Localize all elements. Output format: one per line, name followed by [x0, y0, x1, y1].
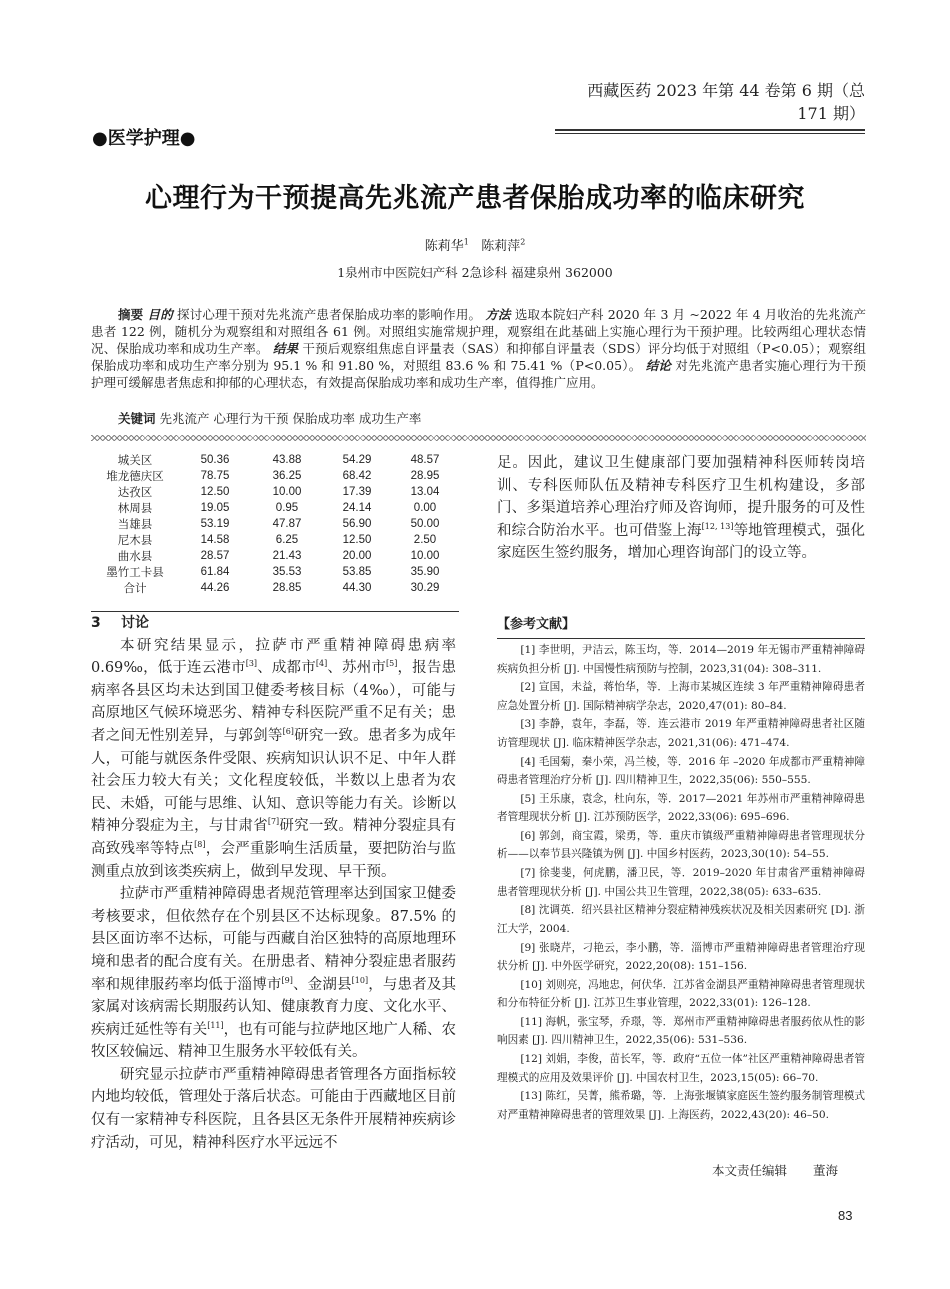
- affiliation: 1泉州市中医院妇产科 2急诊科 福建泉州 362000: [337, 265, 613, 280]
- reference-item: [11] 海帆，张宝琴，乔璟，等．郑州市严重精神障碍患者服药依从性的影响因素 [J]. 四川精神卫生，2022,35(06): 531–536.: [497, 1015, 865, 1047]
- citation: [11]: [207, 1020, 224, 1030]
- table-cell-value: 61.84: [200, 566, 230, 578]
- table-cell-value: 12.50: [342, 534, 372, 546]
- table-cell-value: 43.88: [272, 454, 302, 466]
- author-affiliation-mark: 2: [520, 237, 526, 247]
- discussion-paragraph: 拉萨市严重精神障碍患者规范管理率达到国家卫健委考核要求，但依然存在个别县区不达标现象。87.5% 的县区面访率不达标，可能与西藏自治区独特的高原地理环境和患者的配合度有关。在册患者、精神分裂症患者服药率和规律服药率均低于淄博市[9]、金湖县[10]，与患者及其家属对该病需长期服药认知、健康教育力度、文化水平、疾病迁延性等有关[11]，也有可能与拉萨地区地广人稀、农牧区较偏远、精神卫生服务水平较低有关。: [91, 886, 457, 1061]
- reference-item: [13] 陈红，吴菁，熊希璐，等．上海张堰镇家庭医生签约服务制管理模式对严重精神障碍患者的管理效果 [J]. 上海医药，2022,43(20): 46–50.: [497, 1090, 865, 1121]
- conclusion-text: 对先兆流产患者实施心理行为干预护理可缓解患者焦虑和抑郁的心理状态，有效提高保胎成功率和成功生产率，值得推广应用。: [91, 358, 866, 390]
- table-cell-value: 36.25: [272, 470, 302, 482]
- table-cell-value: 21.43: [272, 550, 302, 562]
- table-cell-value: 50.00: [410, 518, 440, 530]
- citation: [12, 13]: [701, 521, 734, 531]
- table-cell-region: 林周县: [117, 503, 153, 515]
- table-cell-value: 54.29: [342, 454, 372, 466]
- author-name: 陈莉华: [424, 239, 464, 254]
- keywords-label: 关键词: [118, 411, 156, 426]
- abstract-label: 摘要: [118, 307, 144, 322]
- reference-item: [3] 李静，袁年，李磊，等．连云港市 2019 年严重精神障碍患者社区随访管理现状 [J]. 临床精神医学杂志，2021,31(06): 471–474.: [497, 718, 865, 749]
- table-cell-value: 12.50: [200, 486, 230, 498]
- method-text: 选取本院妇产科 2020 年 3 月 ~2022 年 4 月收治的先兆流产患者 122 例，随机分为观察组和对照组各 61 例。对照组实施常规护理，观察组在此基础上实施心理行为干预护理。比较两组心理状态情况、保胎成功率和成功生产率。: [91, 307, 866, 356]
- aim-label: 目的: [147, 307, 173, 322]
- table-cell-value: 56.90: [342, 518, 372, 530]
- table-cell-value: 14.58: [200, 534, 230, 546]
- author-name: 陈莉萍: [481, 239, 521, 254]
- table-cell-value: 44.26: [200, 582, 230, 594]
- table-cell-value: 35.53: [272, 566, 302, 578]
- table-cell-value: 19.05: [200, 502, 230, 514]
- reference-item: [2] 宣国，未益，蒋怡华，等．上海市某城区连续 3 年严重精神障碍患者应急处置分析 [J]. 国际精神病学杂志，2020,47(01): 80–84.: [497, 681, 865, 712]
- table-row: [91, 516, 459, 532]
- table-cell-value: 35.90: [410, 566, 440, 578]
- editor-name: 董海: [813, 1163, 839, 1178]
- table-cell-region: 堆龙德庆区: [106, 471, 164, 483]
- citation: [3]: [245, 659, 258, 669]
- table-cell-region: 达孜区: [117, 487, 153, 499]
- aim-text: 探讨心理干预对先兆流产患者保胎成功率的影响作用。: [177, 307, 482, 322]
- left-column: [91, 612, 456, 1154]
- citation: [6]: [282, 727, 294, 737]
- table-cell-value: 44.30: [342, 582, 372, 594]
- table-cell-value: 47.87: [272, 518, 302, 530]
- table-cell-value: 28.85: [272, 582, 302, 594]
- table-cell-value: 13.04: [410, 486, 440, 498]
- table-cell-value: 10.00: [272, 486, 302, 498]
- discussion-paragraph: 本研究结果显示，拉萨市严重精神障碍患病率 0.69‰，低于连云港市[3]、成都市[4]、苏州市[5]，报告患病率各县区均未达到国卫健委考核目标（4‰），可能与高原地区气候环境恶劣、精神专科医院严重不足有关；患者之间无性别差异，与郭剑等[6]研究一致。患者多为成年人，可能与就医条件受限、疾病知识认识不足、中年人群社会压力较大有关；文化程度较低，半数以上患者为农民、未婚，可能与思维、认知、意识等能力有关。诊断以精神分裂症为主，与甘肃省[7]研究一致。精神分裂症具有高致残率等特点[8]，会严重影响生活质量，要把防治与监测重点放到该类疾病上，做到早发现、早干预。: [91, 637, 457, 880]
- table-cell-value: 0.95: [275, 502, 299, 514]
- table-total-row: [91, 580, 459, 596]
- citation: [7]: [267, 817, 280, 827]
- section-tag: ●医学护理●: [92, 128, 196, 149]
- section-title: 讨论: [121, 615, 149, 631]
- table-row: [91, 548, 459, 564]
- references-heading: 【参考文献】: [497, 613, 865, 639]
- table-cell-value: 2.50: [413, 534, 437, 546]
- citation: [5]: [386, 659, 398, 669]
- table-cell-value: 20.00: [342, 550, 372, 562]
- table-cell-region: 城关区: [117, 455, 153, 467]
- reference-item: [10] 刘则亮，冯地忠，何伏华．江苏省金湖县严重精神障碍患者管理现状和分布特征分析 [J]. 江苏卫生事业管理，2022,33(01): 126–128.: [497, 978, 865, 1010]
- table-cell-value: 10.00: [410, 550, 440, 562]
- section-heading: [91, 612, 456, 635]
- table-cell-value: 24.14: [342, 502, 372, 514]
- citation: [8]: [194, 840, 206, 850]
- abstract: [91, 306, 866, 391]
- reference-item: [5] 王乐康，袁念，杜向东，等．2017—2021 年苏州市严重精神障碍患者管理现状分析 [J]. 江苏预防医学，2022,33(06): 695–696.: [497, 792, 865, 824]
- article-title: 心理行为干预提高先兆流产患者保胎成功率的临床研究: [145, 183, 805, 214]
- table-row: [91, 500, 459, 516]
- reference-item: [7] 徐斐斐，何虎鹏，潘卫民，等．2019–2020 年甘肃省严重精神障碍患者管理现状分析 [J]. 中国公共卫生管理，2022,38(05): 633–635.: [497, 867, 865, 898]
- right-column-text: [497, 452, 865, 565]
- journal-header: 西藏医药 2023 年第 44 卷第 6 期（总 171 期）: [555, 78, 865, 131]
- reference-item: [1] 李世明，尹洁云，陈玉均，等．2014—2019 年无锡市严重精神障碍疾病负担分析 [J]. 中国慢性病预防与控制，2023,31(04): 308–311.: [497, 644, 865, 675]
- table-cell-region: 尼木县: [117, 535, 153, 547]
- keywords-text: 先兆流产 心理行为干预 保胎成功率 成功生产率: [159, 411, 422, 426]
- table-row: [91, 468, 459, 484]
- table-row: [91, 564, 459, 580]
- table-cell-value: 17.39: [342, 486, 372, 498]
- reference-item: [8] 沈调英．绍兴县社区精神分裂症精神残疾状况及相关因素研究 [D]. 浙江大学，2004.: [497, 904, 865, 935]
- keywords: [118, 409, 858, 427]
- reference-item: [9] 张晓芹，刁艳云，李小鹏，等．淄博市严重精神障碍患者管理治疗现状分析 [J]. 中外医学研究，2022,20(08): 151–156.: [497, 941, 865, 972]
- data-table: [91, 452, 459, 596]
- table-cell-value: 53.19: [200, 518, 230, 530]
- result-label: 结果: [272, 341, 299, 356]
- table-cell-region: 当雄县: [117, 519, 153, 531]
- table-cell-value: 0.00: [413, 502, 437, 514]
- section-number: 3: [91, 615, 101, 631]
- conclusion-label: 结论: [645, 358, 672, 373]
- table-cell-value: 78.75: [200, 470, 230, 482]
- editor-label: 本文责任编辑: [712, 1163, 788, 1178]
- table-cell-value: 48.57: [410, 454, 440, 466]
- reference-item: [4] 毛国菊，秦小荣，冯兰棱，等．2016 年 –2020 年成都市严重精神障碍患者管理治疗分析 [J]. 四川精神卫生，2022,35(06): 550–555.: [497, 755, 865, 787]
- table-row: [91, 532, 459, 548]
- table-cell-value: 6.25: [275, 534, 299, 546]
- table-cell-value: 50.36: [200, 454, 230, 466]
- discussion-paragraph: 研究显示拉萨市严重精神障碍患者管理各方面指标较内地均较低，管理处于落后状态。可能由于西藏地区目前仅有一家精神专科医院，且各县区无条件开展精神疾病诊疗活动，可见，精神科医疗水平远远不: [91, 1066, 456, 1151]
- table-cell-value: 30.29: [410, 582, 440, 594]
- references-list: [497, 641, 865, 1124]
- author-line: [0, 235, 950, 254]
- page-number: 83: [838, 1208, 853, 1223]
- table-cell-value: 68.42: [342, 470, 372, 482]
- table-cell-region: 曲水县: [117, 551, 153, 563]
- result-text: 干预后观察组焦虑自评量表（SAS）和抑郁自评量表（SDS）评分均低于对照组（P<0.05）；观察组保胎成功率和成功生产率分别为 95.1 % 和 91.80 %，对照组 83.6 % 和 75.41 %（P<0.05）。: [91, 341, 866, 373]
- responsible-editor: [712, 1161, 872, 1179]
- citation: [10]: [351, 975, 369, 985]
- table-cell-value: 28.95: [410, 470, 440, 482]
- citation: [4]: [315, 659, 328, 669]
- reference-item: [6] 郭剑，商宝霞，梁勇，等．重庆市镇级严重精神障碍患者管理现状分析——以奉节县兴隆镇为例 [J]. 中国乡村医药，2023,30(10): 54–55.: [497, 829, 865, 861]
- continued-paragraph: 足。因此，建议卫生健康部门要加强精神科医师转岗培训、专科医师队伍及精神专科医疗卫生机构建设，多部门、多渠道培养心理治疗师及咨询师，提升服务的可及性和综合防治水平。也可借鉴上海[12, 13]等地管理模式，强化家庭医生签约服务，增加心理咨询部门的设立等。: [497, 455, 866, 562]
- table-row: [91, 484, 459, 500]
- reference-item: [12] 刘娟，李俊，苗长军，等．政府“五位一体”社区严重精神障碍患者管理模式的应用及效果评价 [J]. 中国农村卫生，2023,15(05): 66–70.: [497, 1053, 865, 1084]
- citation: [9]: [281, 975, 293, 985]
- author-affiliation-mark: 1: [463, 237, 469, 247]
- table-cell-value: 53.85: [342, 566, 372, 578]
- table-cell-region: 墨竹工卡县: [106, 567, 164, 579]
- table-row: [91, 452, 459, 468]
- ornamental-divider: [91, 435, 866, 441]
- table-cell-value: 28.57: [200, 550, 230, 562]
- method-label: 方法: [485, 307, 511, 322]
- table-cell-region: 合计: [123, 583, 147, 595]
